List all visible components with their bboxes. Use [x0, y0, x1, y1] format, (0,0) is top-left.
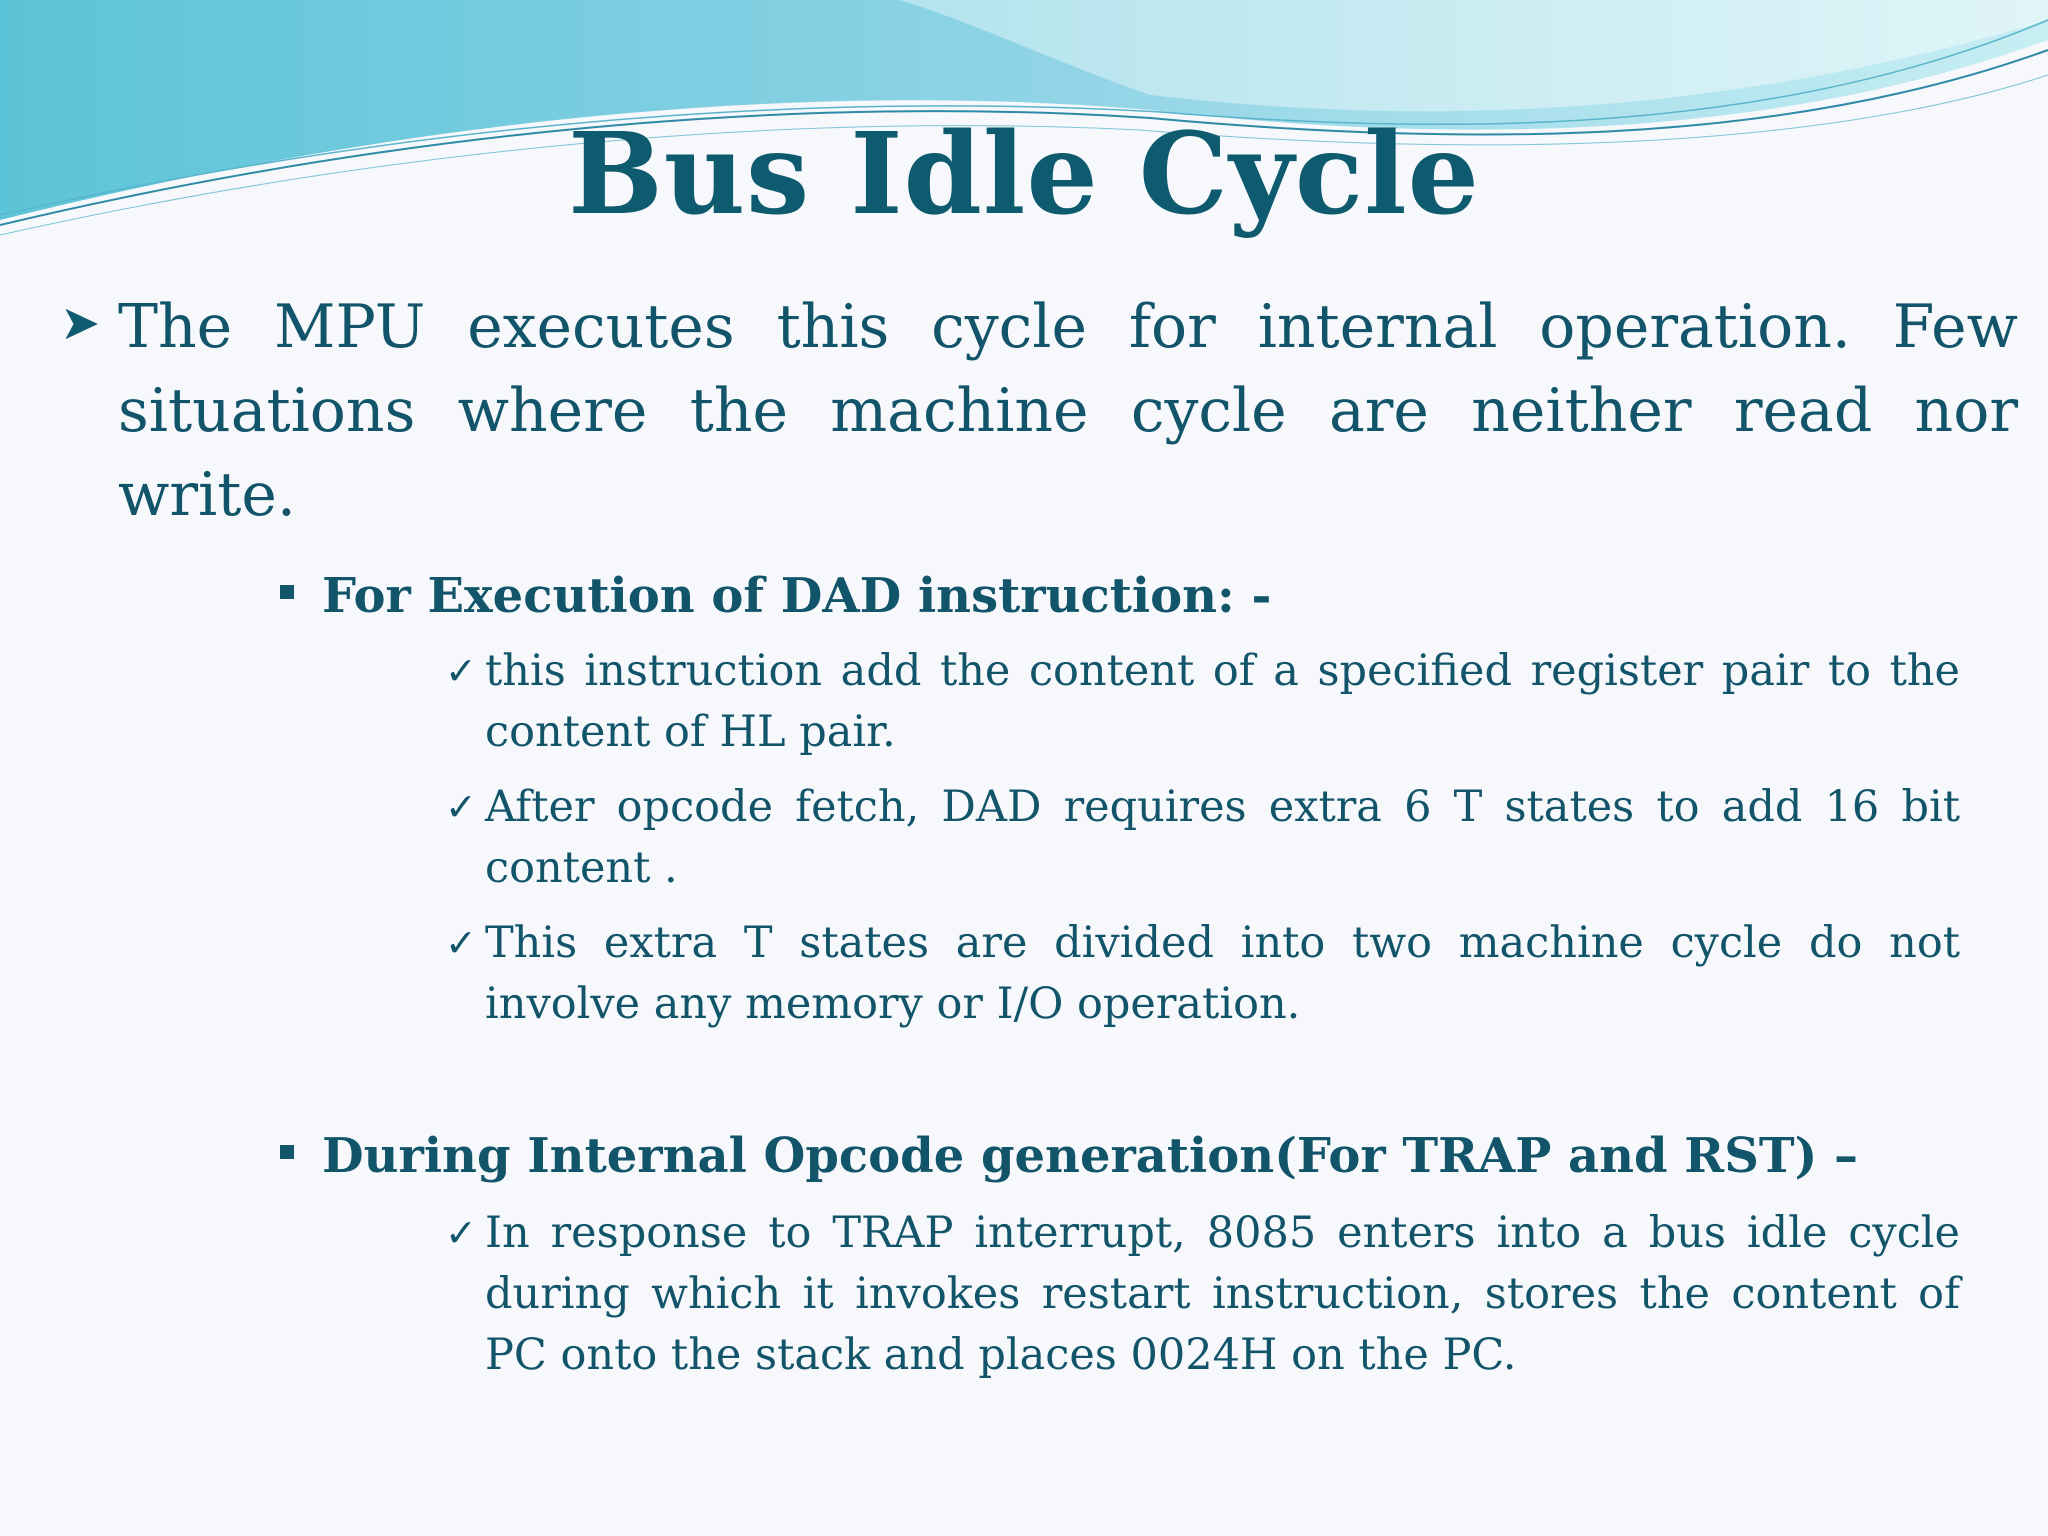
list-item [445, 913, 1960, 1035]
list-item [445, 1203, 1960, 1386]
list-item [445, 641, 1960, 763]
list-item [445, 777, 1960, 899]
arrow-bullet-icon: ➤ [60, 295, 101, 351]
square-bullet-icon [280, 585, 294, 599]
checkmark-icon: ✓ [445, 785, 477, 829]
section-heading-opcode [280, 1123, 1980, 1189]
list-item-text: this instruction add the content of a specified register pair to the content of HL pair. [485, 646, 1960, 757]
list-item-text: In response to TRAP interrupt, 8085 enters into a bus idle cycle during which it invokes restart instruction, stores the content of PC onto the stack and places 0024H on the PC. [485, 1208, 1960, 1380]
checkmark-icon: ✓ [445, 921, 477, 965]
square-bullet-icon [280, 1145, 294, 1159]
checkmark-icon: ✓ [445, 1211, 477, 1255]
slide-title: Bus Idle Cycle [568, 109, 1480, 240]
section-heading-dad [280, 563, 1980, 629]
list-item-text: This extra T states are divided into two machine cycle do not involve any memory or I/O operation. [485, 918, 1960, 1029]
section-heading-label: For Execution of DAD instruction: - [322, 568, 1272, 624]
list-item-text: After opcode fetch, DAD requires extra 6 T states to add 16 bit content . [485, 782, 1960, 893]
intro-text: The MPU executes this cycle for internal operation. Few situations where the machine cycle are neither read nor write. [118, 292, 2018, 530]
section-heading-label: During Internal Opcode generation(For TRAP and RST) – [322, 1128, 1858, 1184]
checkmark-icon: ✓ [445, 649, 477, 693]
intro-bullet [60, 285, 2018, 537]
